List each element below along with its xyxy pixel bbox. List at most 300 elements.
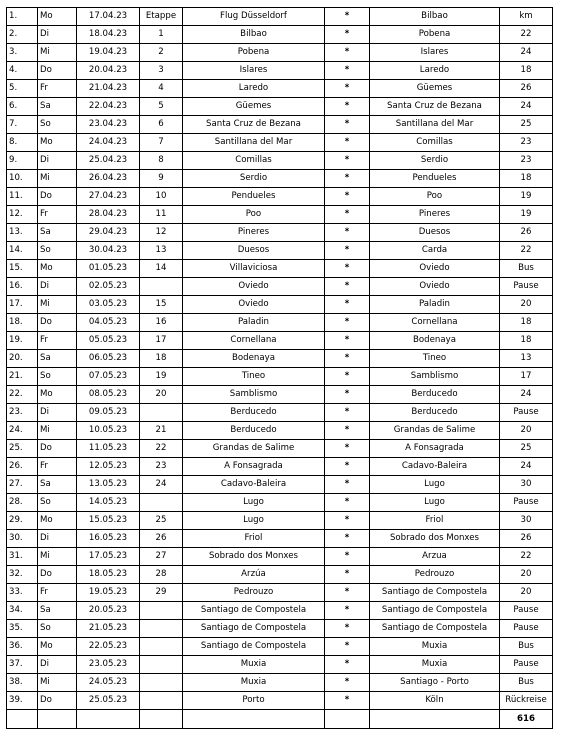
cell-number: 35.: [7, 620, 38, 638]
cell-date: 26.04.23: [77, 170, 140, 188]
cell-weekday: Di: [38, 656, 77, 674]
cell-separator: *: [325, 116, 370, 134]
cell-number: 37.: [7, 656, 38, 674]
cell-number: 36.: [7, 638, 38, 656]
cell-date: 20.04.23: [77, 62, 140, 80]
cell-km: 18: [500, 170, 553, 188]
cell-from: Pendueles: [183, 188, 325, 206]
cell-number: 27.: [7, 476, 38, 494]
cell-weekday: So: [38, 242, 77, 260]
cell-stage: [140, 692, 183, 710]
cell-number: 32.: [7, 566, 38, 584]
cell-date: 13.05.23: [77, 476, 140, 494]
cell-separator: *: [325, 638, 370, 656]
cell-weekday: Di: [38, 152, 77, 170]
cell-to: Serdio: [370, 152, 500, 170]
table-row: [7, 26, 553, 44]
cell-separator: *: [325, 674, 370, 692]
cell-to: Bilbao: [370, 8, 500, 26]
cell-number: 31.: [7, 548, 38, 566]
cell-to: Santa Cruz de Bezana: [370, 98, 500, 116]
cell-date: 16.05.23: [77, 530, 140, 548]
table-row: [7, 188, 553, 206]
cell-from: Grandas de Salime: [183, 440, 325, 458]
table-row: [7, 224, 553, 242]
cell-from: Samblismo: [183, 386, 325, 404]
cell-stage: 1: [140, 26, 183, 44]
cell-to: Islares: [370, 44, 500, 62]
cell-to: Grandas de Salime: [370, 422, 500, 440]
cell-weekday: Mi: [38, 296, 77, 314]
cell-weekday: Mi: [38, 674, 77, 692]
cell-to: Santiago de Compostela: [370, 602, 500, 620]
cell-empty: [7, 710, 38, 729]
cell-from: Porto: [183, 692, 325, 710]
cell-stage: [140, 656, 183, 674]
cell-separator: *: [325, 80, 370, 98]
cell-weekday: Mo: [38, 8, 77, 26]
cell-to: Cornellana: [370, 314, 500, 332]
cell-to: Laredo: [370, 62, 500, 80]
cell-weekday: Mo: [38, 134, 77, 152]
cell-from: Cornellana: [183, 332, 325, 350]
cell-date: 10.05.23: [77, 422, 140, 440]
cell-separator: *: [325, 404, 370, 422]
table-row: [7, 170, 553, 188]
cell-from: Serdio: [183, 170, 325, 188]
cell-from: Santillana del Mar: [183, 134, 325, 152]
cell-km: 22: [500, 548, 553, 566]
cell-from: Comillas: [183, 152, 325, 170]
cell-separator: *: [325, 152, 370, 170]
cell-separator: *: [325, 260, 370, 278]
cell-empty: [38, 710, 77, 729]
cell-from: Santiago de Compostela: [183, 638, 325, 656]
cell-to: Comillas: [370, 134, 500, 152]
cell-from: Cadavo-Baleira: [183, 476, 325, 494]
cell-number: 25.: [7, 440, 38, 458]
cell-km: 20: [500, 296, 553, 314]
cell-km: 26: [500, 224, 553, 242]
cell-separator: *: [325, 206, 370, 224]
cell-km: 24: [500, 386, 553, 404]
cell-km: 26: [500, 80, 553, 98]
cell-weekday: Fr: [38, 458, 77, 476]
cell-empty: [183, 710, 325, 729]
table-row: [7, 116, 553, 134]
cell-date: 19.04.23: [77, 44, 140, 62]
cell-from: Duesos: [183, 242, 325, 260]
cell-date: 22.05.23: [77, 638, 140, 656]
cell-weekday: So: [38, 494, 77, 512]
cell-km: 22: [500, 242, 553, 260]
cell-stage: 28: [140, 566, 183, 584]
cell-km: 23: [500, 134, 553, 152]
cell-stage: 9: [140, 170, 183, 188]
cell-date: 22.04.23: [77, 98, 140, 116]
cell-km: 25: [500, 116, 553, 134]
cell-separator: *: [325, 656, 370, 674]
cell-to: Carda: [370, 242, 500, 260]
cell-stage: 12: [140, 224, 183, 242]
cell-weekday: Do: [38, 188, 77, 206]
cell-weekday: Mo: [38, 512, 77, 530]
cell-date: 21.04.23: [77, 80, 140, 98]
cell-to: Oviedo: [370, 260, 500, 278]
cell-to: Pobena: [370, 26, 500, 44]
cell-km: Pause: [500, 602, 553, 620]
cell-separator: *: [325, 602, 370, 620]
cell-date: 21.05.23: [77, 620, 140, 638]
cell-weekday: Sa: [38, 602, 77, 620]
cell-number: 21.: [7, 368, 38, 386]
cell-separator: *: [325, 8, 370, 26]
cell-from: Bilbao: [183, 26, 325, 44]
cell-to: Arzua: [370, 548, 500, 566]
table-row: [7, 494, 553, 512]
cell-km: 25: [500, 440, 553, 458]
table-row: [7, 242, 553, 260]
cell-date: 29.04.23: [77, 224, 140, 242]
cell-weekday: Fr: [38, 332, 77, 350]
cell-number: 16.: [7, 278, 38, 296]
cell-to: Cadavo-Baleira: [370, 458, 500, 476]
cell-number: 19.: [7, 332, 38, 350]
table-row: [7, 8, 553, 26]
cell-from: Paladin: [183, 314, 325, 332]
cell-from: Güemes: [183, 98, 325, 116]
table-row: [7, 440, 553, 458]
cell-number: 8.: [7, 134, 38, 152]
cell-from: Villaviciosa: [183, 260, 325, 278]
cell-from: Islares: [183, 62, 325, 80]
table-row: [7, 332, 553, 350]
cell-stage: 19: [140, 368, 183, 386]
cell-to: Lugo: [370, 476, 500, 494]
cell-weekday: Do: [38, 692, 77, 710]
cell-to: Poo: [370, 188, 500, 206]
cell-weekday: Fr: [38, 584, 77, 602]
cell-separator: *: [325, 494, 370, 512]
cell-separator: *: [325, 368, 370, 386]
cell-number: 4.: [7, 62, 38, 80]
cell-weekday: Sa: [38, 476, 77, 494]
cell-weekday: Do: [38, 440, 77, 458]
cell-number: 22.: [7, 386, 38, 404]
cell-number: 26.: [7, 458, 38, 476]
cell-separator: *: [325, 422, 370, 440]
cell-date: 03.05.23: [77, 296, 140, 314]
cell-date: 02.05.23: [77, 278, 140, 296]
cell-stage: 24: [140, 476, 183, 494]
table-row: [7, 314, 553, 332]
cell-km: Rückreise: [500, 692, 553, 710]
cell-number: 39.: [7, 692, 38, 710]
table-row: [7, 296, 553, 314]
cell-date: 20.05.23: [77, 602, 140, 620]
cell-from: Berducedo: [183, 404, 325, 422]
table-row: [7, 152, 553, 170]
cell-weekday: Fr: [38, 206, 77, 224]
cell-separator: *: [325, 296, 370, 314]
table-row: [7, 206, 553, 224]
cell-number: 3.: [7, 44, 38, 62]
table-row: [7, 692, 553, 710]
cell-date: 17.04.23: [77, 8, 140, 26]
cell-to: Santiago de Compostela: [370, 620, 500, 638]
cell-weekday: Do: [38, 62, 77, 80]
cell-to: Sobrado dos Monxes: [370, 530, 500, 548]
cell-to: Pineres: [370, 206, 500, 224]
cell-number: 7.: [7, 116, 38, 134]
cell-weekday: Mi: [38, 44, 77, 62]
cell-stage: [140, 278, 183, 296]
cell-number: 13.: [7, 224, 38, 242]
cell-km: 24: [500, 458, 553, 476]
cell-stage: 11: [140, 206, 183, 224]
cell-date: 30.04.23: [77, 242, 140, 260]
itinerary-body: [7, 8, 553, 710]
cell-separator: *: [325, 548, 370, 566]
cell-separator: *: [325, 620, 370, 638]
cell-to: Samblismo: [370, 368, 500, 386]
cell-km: 19: [500, 206, 553, 224]
cell-from: Pedrouzo: [183, 584, 325, 602]
cell-weekday: Mi: [38, 170, 77, 188]
table-row: [7, 368, 553, 386]
cell-from: A Fonsagrada: [183, 458, 325, 476]
cell-date: 12.05.23: [77, 458, 140, 476]
cell-separator: *: [325, 98, 370, 116]
cell-to: Friol: [370, 512, 500, 530]
cell-from: Oviedo: [183, 296, 325, 314]
cell-km: 17: [500, 368, 553, 386]
cell-stage: [140, 494, 183, 512]
cell-weekday: Mi: [38, 422, 77, 440]
cell-stage: 10: [140, 188, 183, 206]
cell-separator: *: [325, 692, 370, 710]
table-row: [7, 404, 553, 422]
cell-number: 18.: [7, 314, 38, 332]
cell-stage: 26: [140, 530, 183, 548]
cell-number: 2.: [7, 26, 38, 44]
cell-km: 26: [500, 530, 553, 548]
cell-stage: 8: [140, 152, 183, 170]
cell-empty: [370, 710, 500, 729]
cell-separator: *: [325, 62, 370, 80]
cell-date: 04.05.23: [77, 314, 140, 332]
table-row: [7, 134, 553, 152]
cell-separator: *: [325, 350, 370, 368]
cell-to: Santiago - Porto: [370, 674, 500, 692]
cell-to: Bodenaya: [370, 332, 500, 350]
cell-empty: [325, 710, 370, 729]
cell-to: A Fonsagrada: [370, 440, 500, 458]
cell-km: 23: [500, 152, 553, 170]
cell-weekday: Mo: [38, 386, 77, 404]
cell-km: 18: [500, 332, 553, 350]
table-row: [7, 80, 553, 98]
table-row: [7, 584, 553, 602]
cell-separator: *: [325, 242, 370, 260]
cell-from: Lugo: [183, 512, 325, 530]
cell-km: Bus: [500, 674, 553, 692]
cell-stage: [140, 602, 183, 620]
cell-number: 23.: [7, 404, 38, 422]
cell-weekday: Sa: [38, 350, 77, 368]
cell-number: 12.: [7, 206, 38, 224]
cell-km: 30: [500, 476, 553, 494]
cell-date: 28.04.23: [77, 206, 140, 224]
cell-km: Bus: [500, 260, 553, 278]
table-row: [7, 530, 553, 548]
cell-weekday: Di: [38, 530, 77, 548]
cell-separator: *: [325, 314, 370, 332]
cell-stage: 25: [140, 512, 183, 530]
cell-from: Flug Düsseldorf: [183, 8, 325, 26]
cell-date: 18.05.23: [77, 566, 140, 584]
cell-to: Pendueles: [370, 170, 500, 188]
cell-number: 10.: [7, 170, 38, 188]
cell-from: Poo: [183, 206, 325, 224]
cell-km: Pause: [500, 278, 553, 296]
cell-to: Muxia: [370, 638, 500, 656]
cell-separator: *: [325, 188, 370, 206]
cell-number: 11.: [7, 188, 38, 206]
cell-number: 34.: [7, 602, 38, 620]
cell-km: 30: [500, 512, 553, 530]
table-row: [7, 620, 553, 638]
cell-weekday: Mi: [38, 548, 77, 566]
cell-stage: 15: [140, 296, 183, 314]
cell-number: 30.: [7, 530, 38, 548]
cell-from: Laredo: [183, 80, 325, 98]
cell-number: 6.: [7, 98, 38, 116]
cell-km: km: [500, 8, 553, 26]
cell-number: 29.: [7, 512, 38, 530]
cell-from: Bodenaya: [183, 350, 325, 368]
cell-separator: *: [325, 458, 370, 476]
cell-stage: 20: [140, 386, 183, 404]
table-row: [7, 674, 553, 692]
cell-separator: *: [325, 278, 370, 296]
cell-stage: 2: [140, 44, 183, 62]
cell-number: 1.: [7, 8, 38, 26]
cell-from: Pineres: [183, 224, 325, 242]
cell-date: 18.04.23: [77, 26, 140, 44]
cell-from: Lugo: [183, 494, 325, 512]
cell-number: 33.: [7, 584, 38, 602]
cell-weekday: Sa: [38, 224, 77, 242]
cell-weekday: Mo: [38, 638, 77, 656]
cell-from: Berducedo: [183, 422, 325, 440]
cell-stage: Etappe: [140, 8, 183, 26]
cell-weekday: Di: [38, 404, 77, 422]
cell-km: 18: [500, 314, 553, 332]
cell-stage: 5: [140, 98, 183, 116]
cell-weekday: So: [38, 620, 77, 638]
table-row: [7, 656, 553, 674]
cell-date: 27.04.23: [77, 188, 140, 206]
cell-separator: *: [325, 566, 370, 584]
cell-to: Duesos: [370, 224, 500, 242]
cell-km: 19: [500, 188, 553, 206]
cell-weekday: Sa: [38, 98, 77, 116]
cell-number: 28.: [7, 494, 38, 512]
cell-separator: *: [325, 386, 370, 404]
cell-to: Köln: [370, 692, 500, 710]
table-row: [7, 98, 553, 116]
total-km: 616: [500, 710, 553, 729]
cell-stage: 18: [140, 350, 183, 368]
cell-weekday: Do: [38, 314, 77, 332]
cell-to: Muxia: [370, 656, 500, 674]
cell-km: 20: [500, 584, 553, 602]
table-row: [7, 458, 553, 476]
cell-stage: 16: [140, 314, 183, 332]
cell-separator: *: [325, 476, 370, 494]
cell-km: Pause: [500, 620, 553, 638]
cell-stage: 13: [140, 242, 183, 260]
cell-km: 22: [500, 26, 553, 44]
table-row: [7, 386, 553, 404]
cell-stage: 4: [140, 80, 183, 98]
cell-number: 24.: [7, 422, 38, 440]
cell-number: 17.: [7, 296, 38, 314]
cell-stage: 27: [140, 548, 183, 566]
cell-to: Pedrouzo: [370, 566, 500, 584]
cell-empty: [77, 710, 140, 729]
table-row: [7, 476, 553, 494]
cell-km: 20: [500, 422, 553, 440]
cell-weekday: Mo: [38, 260, 77, 278]
cell-separator: *: [325, 44, 370, 62]
cell-number: 38.: [7, 674, 38, 692]
cell-to: Berducedo: [370, 386, 500, 404]
cell-date: 14.05.23: [77, 494, 140, 512]
cell-date: 15.05.23: [77, 512, 140, 530]
cell-from: Oviedo: [183, 278, 325, 296]
cell-km: 18: [500, 62, 553, 80]
cell-from: Sobrado dos Monxes: [183, 548, 325, 566]
cell-km: 24: [500, 44, 553, 62]
cell-weekday: Di: [38, 26, 77, 44]
total-row: [7, 710, 553, 729]
cell-to: Santiago de Compostela: [370, 584, 500, 602]
cell-date: 23.04.23: [77, 116, 140, 134]
cell-separator: *: [325, 224, 370, 242]
cell-to: Oviedo: [370, 278, 500, 296]
table-row: [7, 602, 553, 620]
table-row: [7, 62, 553, 80]
cell-stage: [140, 404, 183, 422]
cell-separator: *: [325, 512, 370, 530]
cell-separator: *: [325, 26, 370, 44]
cell-from: Muxia: [183, 674, 325, 692]
cell-stage: 23: [140, 458, 183, 476]
cell-date: 25.04.23: [77, 152, 140, 170]
cell-stage: 14: [140, 260, 183, 278]
table-row: [7, 548, 553, 566]
cell-stage: [140, 638, 183, 656]
cell-km: Pause: [500, 404, 553, 422]
cell-from: Muxia: [183, 656, 325, 674]
cell-separator: *: [325, 584, 370, 602]
table-row: [7, 638, 553, 656]
cell-km: 13: [500, 350, 553, 368]
cell-separator: *: [325, 170, 370, 188]
cell-date: 24.05.23: [77, 674, 140, 692]
